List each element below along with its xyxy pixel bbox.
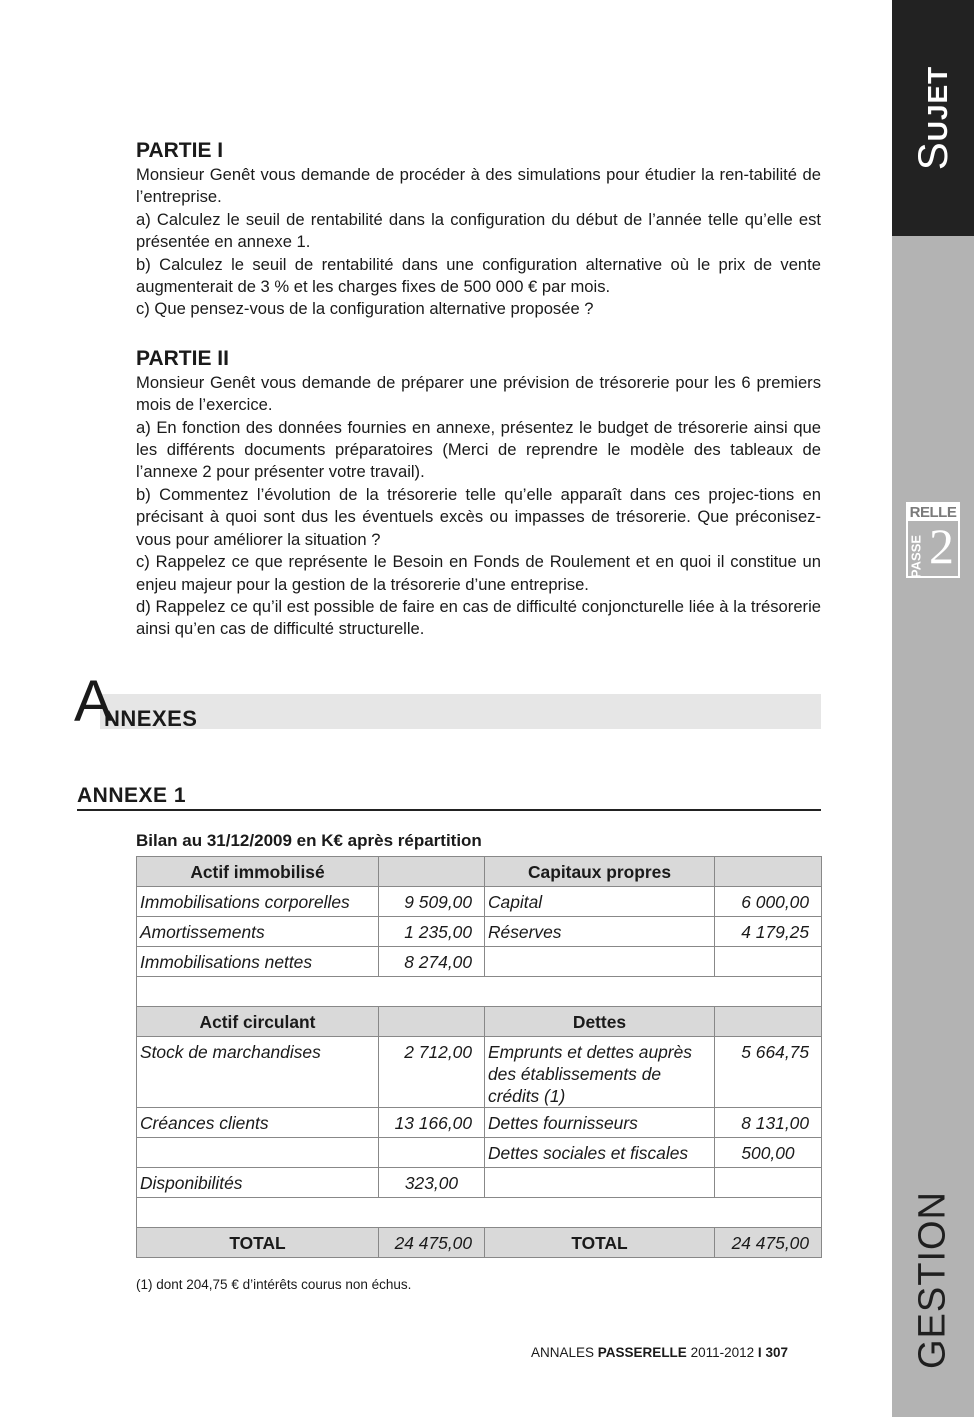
cell: 5 664,75 xyxy=(715,1037,822,1108)
total-label-actif: TOTAL xyxy=(137,1228,379,1258)
partie-1-paragraph: Monsieur Genêt vous demande de procéder à des simulations pour étudier la ren-tabilité de l’entreprise. xyxy=(136,165,821,207)
table-spacer-row xyxy=(137,1198,822,1228)
cell: 6 000,00 xyxy=(715,887,822,917)
cell: 8 131,00 xyxy=(715,1108,822,1138)
annexes-heading: NNEXES xyxy=(104,706,198,731)
sujet-big-letter: S xyxy=(909,141,956,171)
cell: 2 712,00 xyxy=(379,1037,485,1108)
table-row xyxy=(137,947,822,977)
page-number: 307 xyxy=(765,1345,788,1360)
header-dettes: Dettes xyxy=(485,1007,715,1037)
partie-2-question-c: c) Rappelez ce que représente le Besoin en Fonds de Roulement et en quoi il constitue un enjeu majeur pour la gestion de la trésorerie d’une entreprise. xyxy=(136,552,821,594)
cell xyxy=(379,1138,485,1168)
cell xyxy=(715,947,822,977)
annexes-band xyxy=(100,694,821,729)
table-row xyxy=(137,1037,822,1108)
spacer-cell xyxy=(137,977,822,1007)
table-header-row xyxy=(137,857,822,887)
table-row xyxy=(137,1168,822,1198)
footer-separator: I xyxy=(757,1345,762,1360)
gestion-label: GESTION xyxy=(911,1190,954,1370)
partie-1-question-b: b) Calculez le seuil de rentabilité dans une configuration alternative où le prix de vente augmenterait de 3 % et les charges fixes de 500 000 € par mois. xyxy=(136,254,821,297)
cell: Réserves xyxy=(485,917,715,947)
footer-annales: ANNALES xyxy=(531,1345,595,1360)
cell: Créances clients xyxy=(137,1108,379,1138)
annexe-1-rule xyxy=(77,809,821,811)
cell xyxy=(485,1168,715,1198)
partie-1-question-c: c) Que pensez-vous de la configuration alternative proposée ? xyxy=(136,299,594,319)
footnote: (1) dont 204,75 € d’intérêts courus non échus. xyxy=(136,1277,412,1292)
bilan-caption: Bilan au 31/12/2009 en K€ après répartition xyxy=(136,831,482,850)
header-actif-circulant: Actif circulant xyxy=(137,1007,379,1037)
logo-passe-text: PASSE xyxy=(908,534,924,579)
cell: Disponibilités xyxy=(137,1168,379,1198)
sujet-label xyxy=(909,66,957,171)
spacer-cell xyxy=(137,1198,822,1228)
table-header-row xyxy=(137,1007,822,1037)
cell: Emprunts et dettes auprès des établissements de crédits (1) xyxy=(485,1037,715,1108)
cell: 8 274,00 xyxy=(379,947,485,977)
cell: Amortissements xyxy=(137,917,379,947)
table-total-row xyxy=(137,1228,822,1258)
cell: Dettes sociales et fiscales xyxy=(485,1138,715,1168)
table-row xyxy=(137,917,822,947)
logo-relle-text: RELLE xyxy=(909,504,957,521)
header-empty xyxy=(379,857,485,887)
partie-1-question-a: a) Calculez le seuil de rentabilité dans la configuration du début de l’année telle qu’elle est présentée en annexe 1. xyxy=(136,209,821,252)
total-value-passif: 24 475,00 xyxy=(715,1228,822,1258)
table-row xyxy=(137,1138,822,1168)
annexe-1-title: ANNEXE 1 xyxy=(77,784,187,807)
partie-2-question-d: d) Rappelez ce qu’il est possible de faire en cas de difficulté conjoncturelle liée à la trésorerie ainsi qu’en cas de difficulté structurelle. xyxy=(136,596,821,639)
partie-2-question-a: a) En fonction des données fournies en annexe, présentez le budget de trésorerie ainsi que les différents documents préparatoires (Merci de reprendre le modèle des tableaux de l’annexe 2 pour présenter votre travail). xyxy=(136,417,821,482)
header-capitaux-propres: Capitaux propres xyxy=(485,857,715,887)
sujet-rest: UJET xyxy=(922,65,953,142)
table-row xyxy=(137,1108,822,1138)
table-row xyxy=(137,887,822,917)
cell xyxy=(485,947,715,977)
header-empty xyxy=(379,1007,485,1037)
cell: Capital xyxy=(485,887,715,917)
logo-number: 2 xyxy=(929,518,954,574)
cell: 500,00 xyxy=(715,1138,822,1168)
total-value-actif: 24 475,00 xyxy=(379,1228,485,1258)
header-empty xyxy=(715,1007,822,1037)
annexes-big-letter: A xyxy=(74,669,113,734)
cell: Stock de marchandises xyxy=(137,1037,379,1108)
bilan-table xyxy=(136,856,822,1258)
cell: 9 509,00 xyxy=(379,887,485,917)
cell: 4 179,25 xyxy=(715,917,822,947)
header-actif-immobilise: Actif immobilisé xyxy=(137,857,379,887)
cell: 13 166,00 xyxy=(379,1108,485,1138)
cell xyxy=(137,1138,379,1168)
main-content xyxy=(136,138,821,641)
partie-2-paragraph: Monsieur Genêt vous demande de préparer une prévision de trésorerie pour les 6 premiers mois de l’exercice. xyxy=(136,372,821,415)
footer-years: 2011-2012 xyxy=(690,1345,755,1360)
cell: Dettes fournisseurs xyxy=(485,1108,715,1138)
partie-2-title: PARTIE II xyxy=(136,346,229,370)
partie-2-question-b: b) Commentez l’évolution de la trésorerie telle qu’elle apparaît dans ces projec-tions en précisant à quoi sont dus les éventuels excès ou impasses de trésorerie. Que préconisez-vous pour améliorer la situation ? xyxy=(136,484,821,549)
cell xyxy=(715,1168,822,1198)
cell: Immobilisations nettes xyxy=(137,947,379,977)
footer-brand: PASSERELLE xyxy=(597,1345,687,1360)
header-empty xyxy=(715,857,822,887)
table-spacer-row xyxy=(137,977,822,1007)
cell: 1 235,00 xyxy=(379,917,485,947)
page-footer xyxy=(531,1345,788,1360)
partie-1-title: PARTIE I xyxy=(136,139,224,162)
cell: 323,00 xyxy=(379,1168,485,1198)
passerelle-2-logo xyxy=(906,502,960,578)
total-label-passif: TOTAL xyxy=(485,1228,715,1258)
cell: Immobilisations corporelles xyxy=(137,887,379,917)
